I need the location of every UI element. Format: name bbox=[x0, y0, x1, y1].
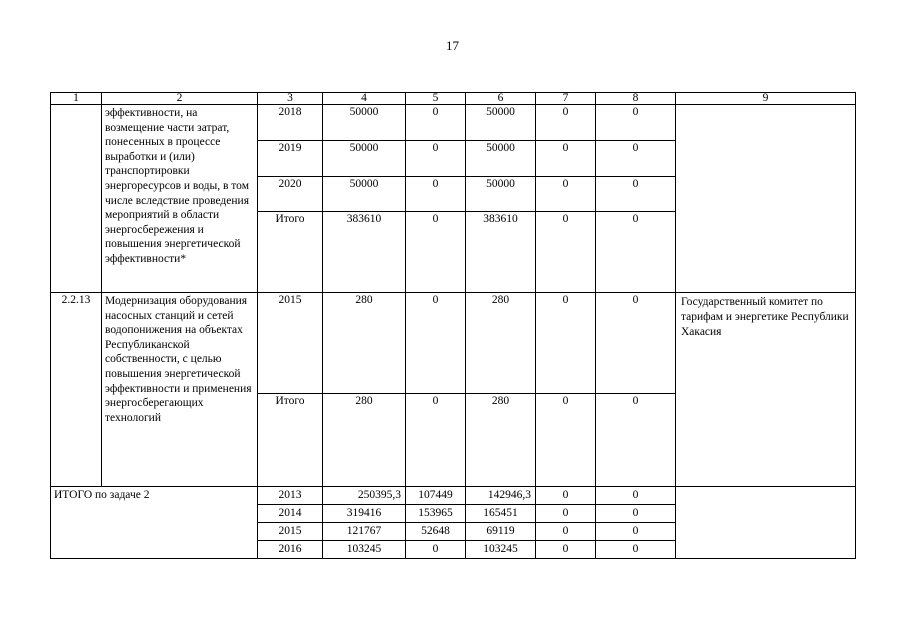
value-cell: 319416 bbox=[323, 505, 406, 523]
header-cell: 9 bbox=[676, 93, 856, 105]
year-cell: 2013 bbox=[258, 487, 323, 505]
table-row bbox=[51, 293, 856, 394]
value-cell: 52648 bbox=[406, 523, 466, 541]
value-cell: 0 bbox=[406, 293, 466, 394]
value-cell: 383610 bbox=[466, 212, 536, 293]
value-cell: 69119 bbox=[466, 523, 536, 541]
value-cell: 50000 bbox=[323, 177, 406, 212]
value-cell: 0 bbox=[536, 541, 596, 559]
year-cell: 2015 bbox=[258, 293, 323, 394]
value-cell: 280 bbox=[323, 394, 406, 487]
item-description: эффективности, на возмещение части затрат, понесенных в процессе выработки и (или) транспортировки энергоресурсов и воды, в том числе вследствие проведения мероприятий в области энергосбережения и повышения энергетической эффективности* bbox=[102, 105, 258, 293]
value-cell: 0 bbox=[536, 487, 596, 505]
table-row bbox=[51, 105, 856, 141]
value-cell: 0 bbox=[536, 141, 596, 177]
executor-cell bbox=[676, 105, 856, 293]
value-cell: 50000 bbox=[323, 141, 406, 177]
value-cell: 50000 bbox=[466, 141, 536, 177]
value-cell: 0 bbox=[536, 105, 596, 141]
table-row bbox=[51, 487, 856, 505]
value-cell: 0 bbox=[596, 394, 676, 487]
value-cell: 0 bbox=[536, 177, 596, 212]
value-cell: 103245 bbox=[323, 541, 406, 559]
executor-cell bbox=[676, 487, 856, 559]
year-cell: 2019 bbox=[258, 141, 323, 177]
value-cell: 0 bbox=[596, 487, 676, 505]
value-cell: 0 bbox=[596, 293, 676, 394]
value-cell: 50000 bbox=[466, 177, 536, 212]
header-cell: 2 bbox=[102, 93, 258, 105]
year-cell: 2014 bbox=[258, 505, 323, 523]
value-cell: 0 bbox=[596, 141, 676, 177]
header-cell: 5 bbox=[406, 93, 466, 105]
year-cell: Итого bbox=[258, 394, 323, 487]
value-cell: 0 bbox=[406, 541, 466, 559]
header-cell: 4 bbox=[323, 93, 406, 105]
executor-cell: Государственный комитет по тарифам и энергетике Республики Хакасия bbox=[676, 293, 856, 487]
value-cell: 383610 bbox=[323, 212, 406, 293]
value-cell: 0 bbox=[536, 212, 596, 293]
value-cell: 103245 bbox=[466, 541, 536, 559]
header-cell: 3 bbox=[258, 93, 323, 105]
header-cell: 1 bbox=[51, 93, 102, 105]
value-cell: 0 bbox=[596, 105, 676, 141]
value-cell: 0 bbox=[406, 141, 466, 177]
value-cell: 50000 bbox=[323, 105, 406, 141]
value-cell: 0 bbox=[536, 505, 596, 523]
value-cell: 0 bbox=[406, 394, 466, 487]
item-code-cell: 2.2.13 bbox=[51, 293, 102, 487]
value-cell: 0 bbox=[536, 523, 596, 541]
value-cell: 0 bbox=[536, 293, 596, 394]
item-code-cell bbox=[51, 105, 102, 293]
item-description: Модернизация оборудования насосных станций и сетей водопонижения на объектах Республиканской собственности, с целью повышения энергетической эффективности и применения энергосберегающих технологий bbox=[102, 293, 258, 487]
header-cell: 7 bbox=[536, 93, 596, 105]
value-cell: 153965 bbox=[406, 505, 466, 523]
value-cell: 0 bbox=[406, 212, 466, 293]
value-cell: 0 bbox=[536, 394, 596, 487]
value-cell: 0 bbox=[596, 523, 676, 541]
value-cell: 0 bbox=[596, 177, 676, 212]
value-cell: 250395,3 bbox=[323, 487, 406, 505]
value-cell: 50000 bbox=[466, 105, 536, 141]
header-row bbox=[51, 93, 856, 105]
value-cell: 0 bbox=[596, 541, 676, 559]
year-cell: 2016 bbox=[258, 541, 323, 559]
header-cell: 6 bbox=[466, 93, 536, 105]
year-cell: Итого bbox=[258, 212, 323, 293]
value-cell: 0 bbox=[406, 177, 466, 212]
value-cell: 280 bbox=[323, 293, 406, 394]
value-cell: 107449 bbox=[406, 487, 466, 505]
value-cell: 0 bbox=[406, 105, 466, 141]
year-cell: 2020 bbox=[258, 177, 323, 212]
value-cell: 0 bbox=[596, 505, 676, 523]
page-number: 17 bbox=[446, 38, 459, 53]
program-table bbox=[50, 92, 856, 559]
value-cell: 0 bbox=[596, 212, 676, 293]
year-cell: 2015 bbox=[258, 523, 323, 541]
value-cell: 280 bbox=[466, 293, 536, 394]
value-cell: 280 bbox=[466, 394, 536, 487]
year-cell: 2018 bbox=[258, 105, 323, 141]
total-label: ИТОГО по задаче 2 bbox=[51, 487, 258, 559]
value-cell: 165451 bbox=[466, 505, 536, 523]
value-cell: 142946,3 bbox=[466, 487, 536, 505]
value-cell: 121767 bbox=[323, 523, 406, 541]
header-cell: 8 bbox=[596, 93, 676, 105]
